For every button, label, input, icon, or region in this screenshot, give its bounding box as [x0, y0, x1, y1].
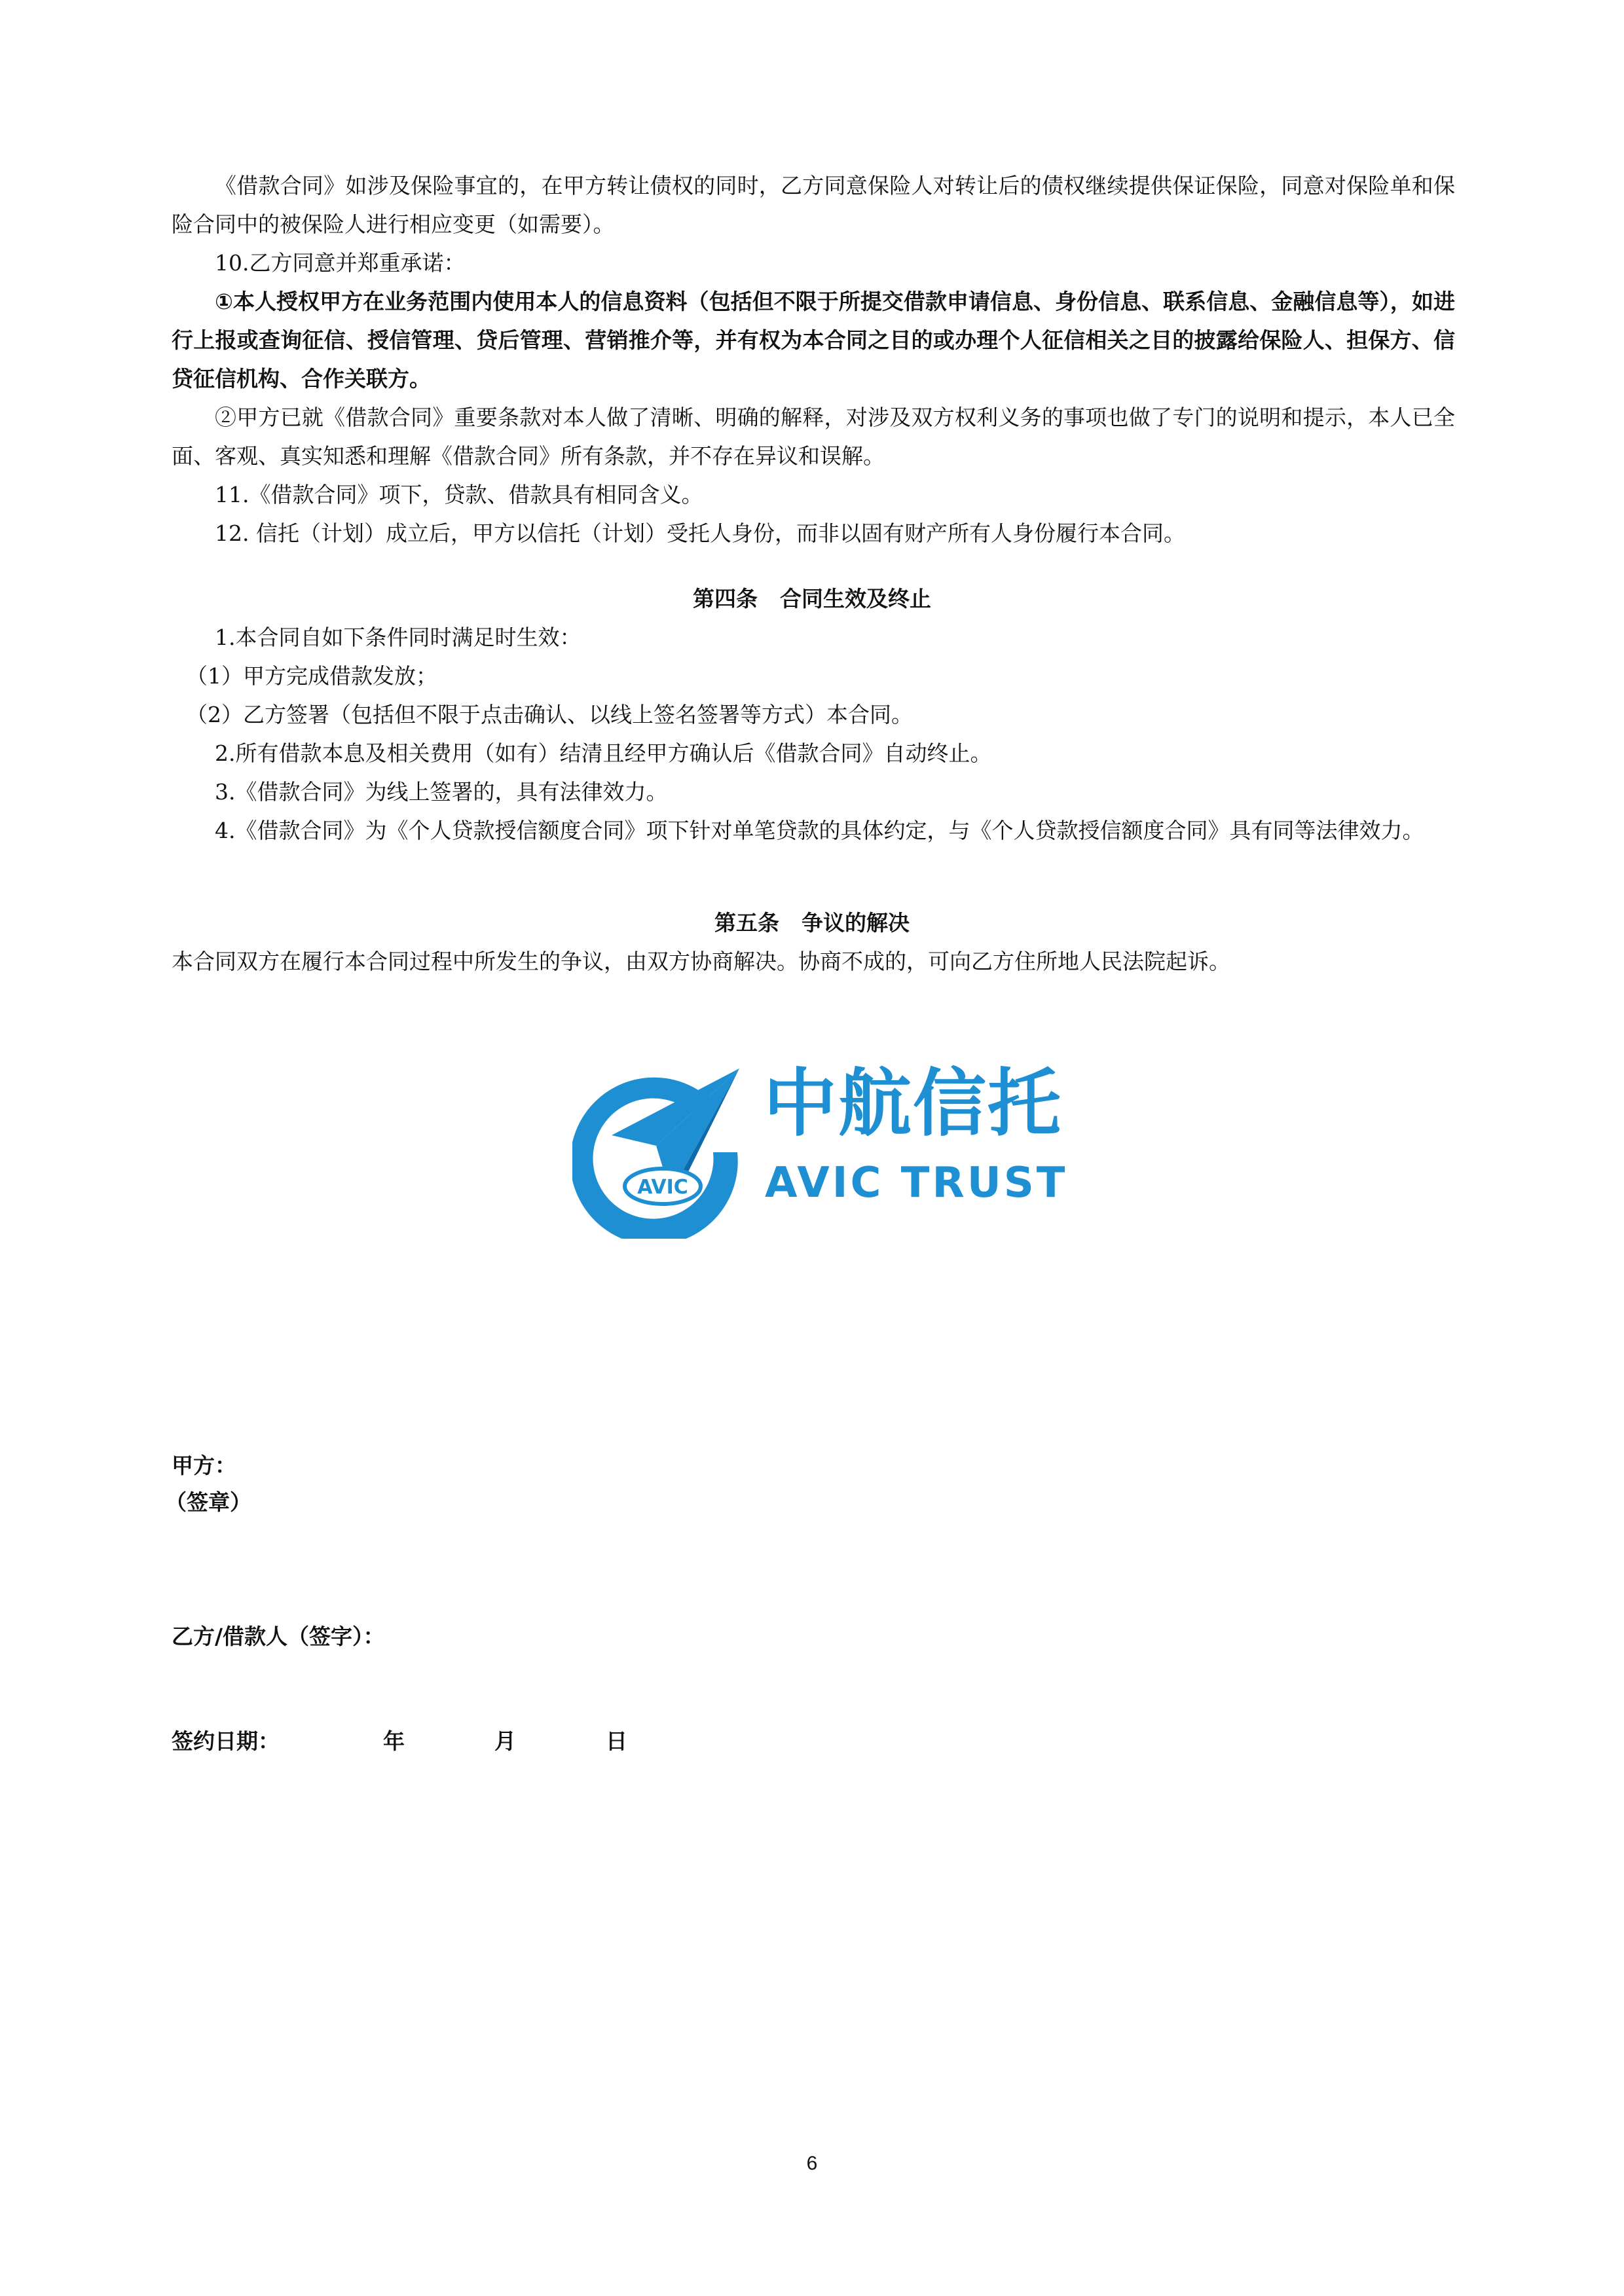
- seal-label: （签章）: [165, 1489, 251, 1515]
- article-4-heading: [0, 579, 1624, 618]
- clause-12: 12. 信托（计划）成立后，甲方以信托（计划）受托人身份，而非以固有财产所有人身份履行本合同。: [215, 520, 1185, 546]
- article-4-clause-4: 4.《借款合同》为《个人贷款授信额度合同》项下针对单笔贷款的具体约定，与《个人贷款授信额度合同》具有同等法律效力。: [215, 818, 1424, 843]
- article-4-condition-1: （1）甲方完成借款发放；: [186, 663, 437, 689]
- clause-10: 10.乙方同意并郑重承诺：: [215, 250, 466, 276]
- avic-emblem-icon: [572, 1062, 756, 1239]
- party-b-label: 乙方/借款人（签字）：: [172, 1624, 385, 1649]
- article-4-clause-3: 3.《借款合同》为线上签署的，具有法律效力。: [215, 779, 668, 805]
- article-4-number: 第四条: [693, 586, 758, 611]
- clause-10-item-2: ②甲方已就《借款合同》重要条款对本人做了清晰、明确的解释，对涉及双方权利义务的事项也做了专门的说明和提示，本人已全面、客观、真实知悉和理解《借款合同》所有条款，并不存在异议和误解。: [172, 405, 1455, 469]
- article-5-text: 本合同双方在履行本合同过程中所发生的争议，由双方协商解决。协商不成的，可向乙方住所地人民法院起诉。: [172, 949, 1230, 974]
- clause-11: 11.《借款合同》项下，贷款、借款具有相同含义。: [215, 482, 703, 507]
- sign-date-month: 月: [494, 1728, 516, 1754]
- avic-badge-text: AVIC: [637, 1176, 688, 1199]
- sign-date-label: 签约日期：: [172, 1728, 280, 1754]
- article-5-heading: [0, 903, 1624, 942]
- article-4-title: 合同生效及终止: [780, 586, 931, 611]
- sign-date-year: 年: [383, 1728, 405, 1754]
- logo-name-cn: 中航信托: [764, 1061, 1062, 1146]
- insurance-paragraph: 《借款合同》如涉及保险事宜的，在甲方转让债权的同时，乙方同意保险人对转让后的债权继续提供保证保险，同意对保险单和保险合同中的被保险人进行相应变更（如需要）。: [172, 173, 1455, 237]
- avic-trust-logo: [572, 1062, 1070, 1239]
- sign-date-day: 日: [606, 1728, 627, 1754]
- article-4-clause-1: 1.本合同自如下条件同时满足时生效：: [215, 625, 581, 650]
- clause-10-item-1: ①本人授权甲方在业务范围内使用本人的信息资料（包括但不限于所提交借款申请信息、身份信息、联系信息、金融信息等），如进行上报或查询征信、授信管理、贷后管理、营销推介等，并有权为本合同之目的或办理个人征信相关之目的披露给保险人、担保方、信贷征信机构、合作关联方。: [172, 289, 1455, 392]
- article-4-clause-2: 2.所有借款本息及相关费用（如有）结清且经甲方确认后《借款合同》自动终止。: [215, 740, 992, 766]
- party-a-label: 甲方：: [172, 1453, 236, 1478]
- article-5-title: 争议的解决: [802, 910, 910, 936]
- article-4-condition-2: （2）乙方签署（包括但不限于点击确认、以线上签名签署等方式）本合同。: [186, 702, 913, 727]
- logo-name-en: AVIC TRUST: [765, 1159, 1068, 1207]
- article-5-number: 第五条: [714, 910, 779, 936]
- page-number: 6: [806, 2153, 818, 2174]
